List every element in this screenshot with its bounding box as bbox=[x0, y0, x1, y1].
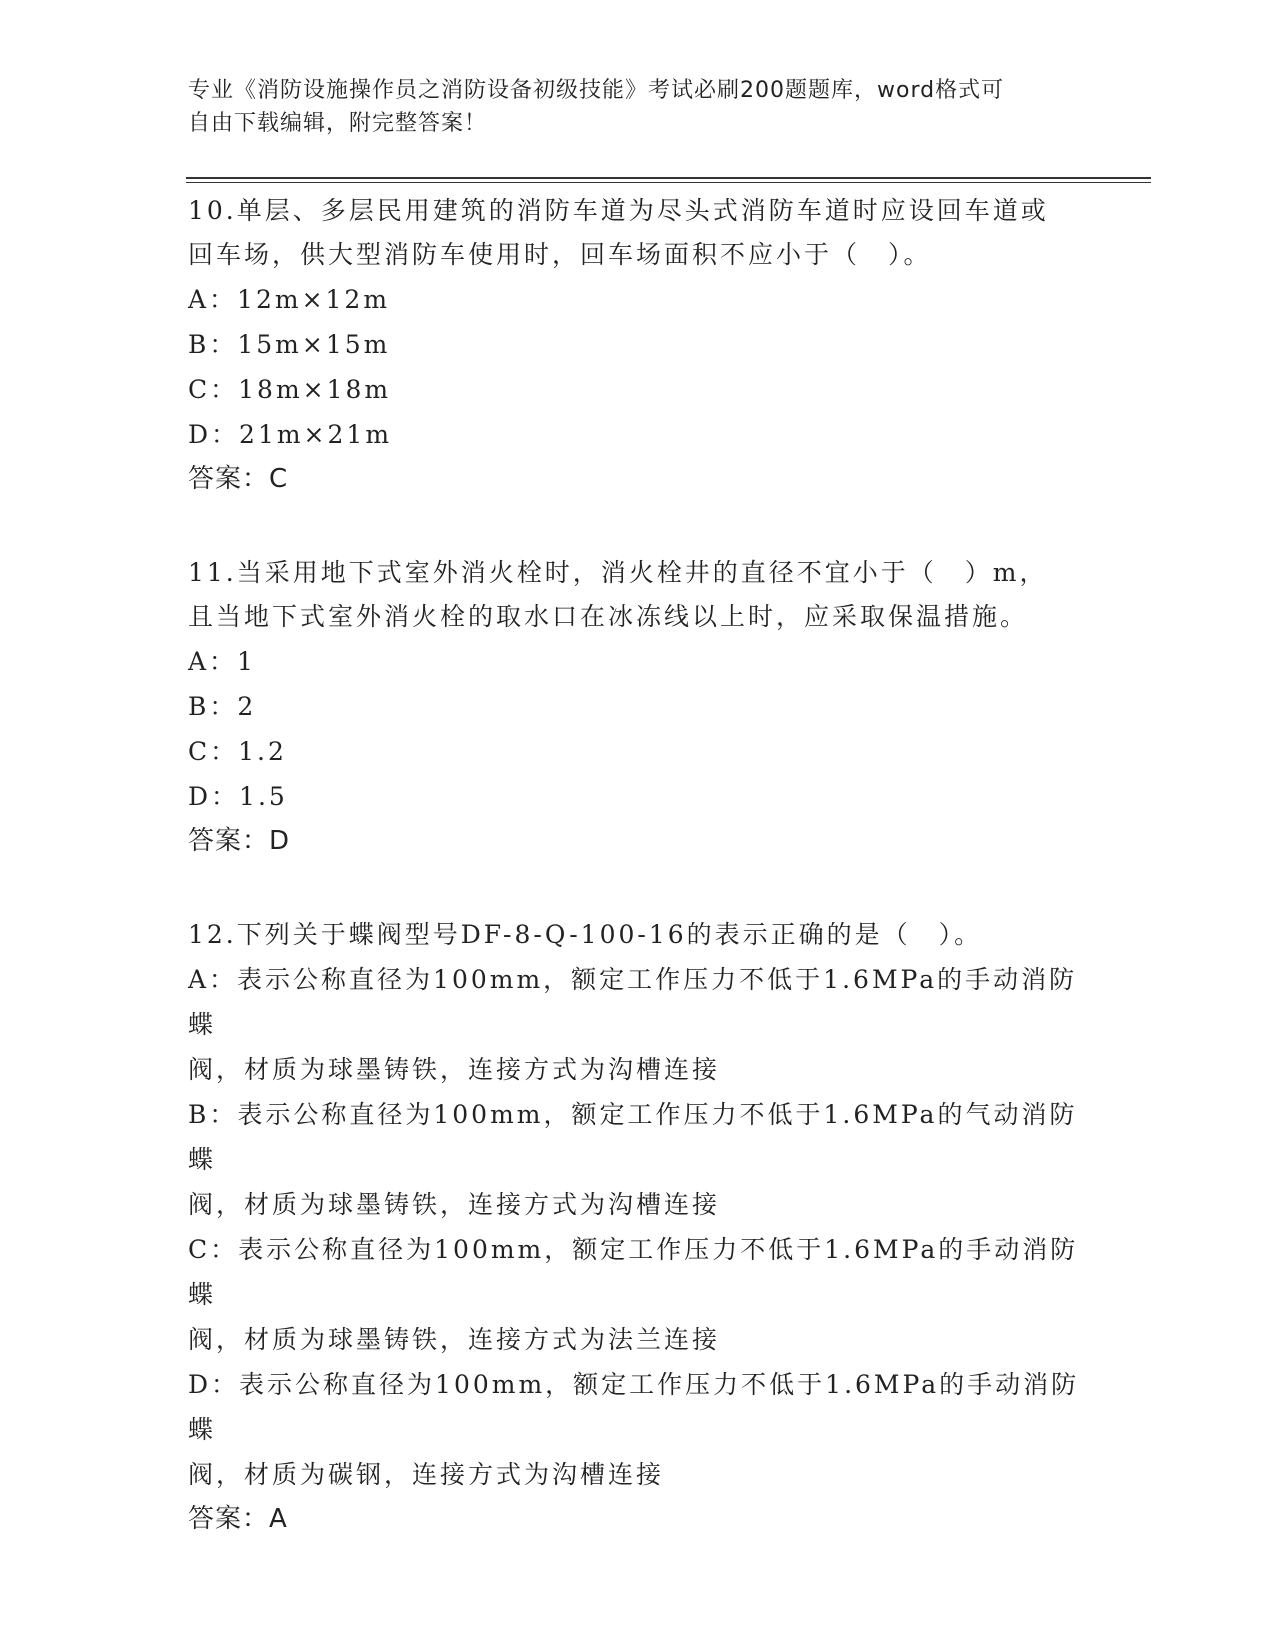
option-d: D：1.5 bbox=[188, 782, 288, 811]
option-b: B：2 bbox=[188, 692, 257, 721]
option-d-line-2: 阀，材质为碳钢，连接方式为沟槽连接 bbox=[188, 1460, 665, 1489]
option-b-line-1: B：表示公称直径为100mm，额定工作压力不低于1.6MPa的气动消防蝶 bbox=[188, 1100, 1078, 1174]
option-d: D：21m×21m bbox=[188, 420, 393, 449]
option-a: A：12m×12m bbox=[188, 285, 391, 314]
option-a-line-1: A：表示公称直径为100mm，额定工作压力不低于1.6MPa的手动消防蝶 bbox=[188, 965, 1078, 1039]
question-10 bbox=[188, 189, 1088, 501]
option-c: C：1.2 bbox=[188, 737, 287, 766]
question-stem-line: 回车场，供大型消防车使用时，回车场面积不应小于（ ）。 bbox=[188, 240, 932, 269]
question-stem-line: 且当地下式室外消火栓的取水口在冰冻线以上时，应采取保温措施。 bbox=[188, 602, 1029, 631]
question-11 bbox=[188, 551, 1088, 863]
option-b-line-2: 阀，材质为球墨铸铁，连接方式为沟槽连接 bbox=[188, 1190, 721, 1219]
option-a-line-2: 阀，材质为球墨铸铁，连接方式为沟槽连接 bbox=[188, 1055, 721, 1084]
question-stem-line: 11.当采用地下式室外消火栓时，消火栓井的直径不宜小于（ ）m， bbox=[188, 558, 1048, 587]
header-divider-thin bbox=[186, 182, 1151, 183]
question-stem-line: 10.单层、多层民用建筑的消防车道为尽头式消防车道时应设回车道或 bbox=[188, 196, 1049, 225]
header-divider bbox=[186, 177, 1151, 179]
option-c: C：18m×18m bbox=[188, 375, 392, 404]
header-line-2: 自由下载编辑，附完整答案！ bbox=[188, 111, 488, 136]
question-12 bbox=[188, 913, 1088, 1541]
document-header bbox=[188, 74, 1068, 140]
option-c-line-1: C：表示公称直径为100mm，额定工作压力不低于1.6MPa的手动消防蝶 bbox=[188, 1235, 1079, 1309]
answer-label: 答案：C bbox=[188, 464, 289, 494]
option-a: A：1 bbox=[188, 647, 256, 676]
question-stem-line: 12.下列关于蝶阀型号DF-8-Q-100-16的表示正确的是（ ）。 bbox=[188, 920, 983, 949]
option-b: B：15m×15m bbox=[188, 330, 391, 359]
option-c-line-2: 阀，材质为球墨铸铁，连接方式为法兰连接 bbox=[188, 1325, 721, 1354]
option-d-line-1: D：表示公称直径为100mm，额定工作压力不低于1.6MPa的手动消防蝶 bbox=[188, 1370, 1080, 1444]
answer-label: 答案：D bbox=[188, 826, 291, 856]
header-line-1: 专业《消防设施操作员之消防设备初级技能》考试必刷200题题库，word格式可 bbox=[188, 78, 1005, 103]
answer-label: 答案：A bbox=[188, 1504, 288, 1534]
